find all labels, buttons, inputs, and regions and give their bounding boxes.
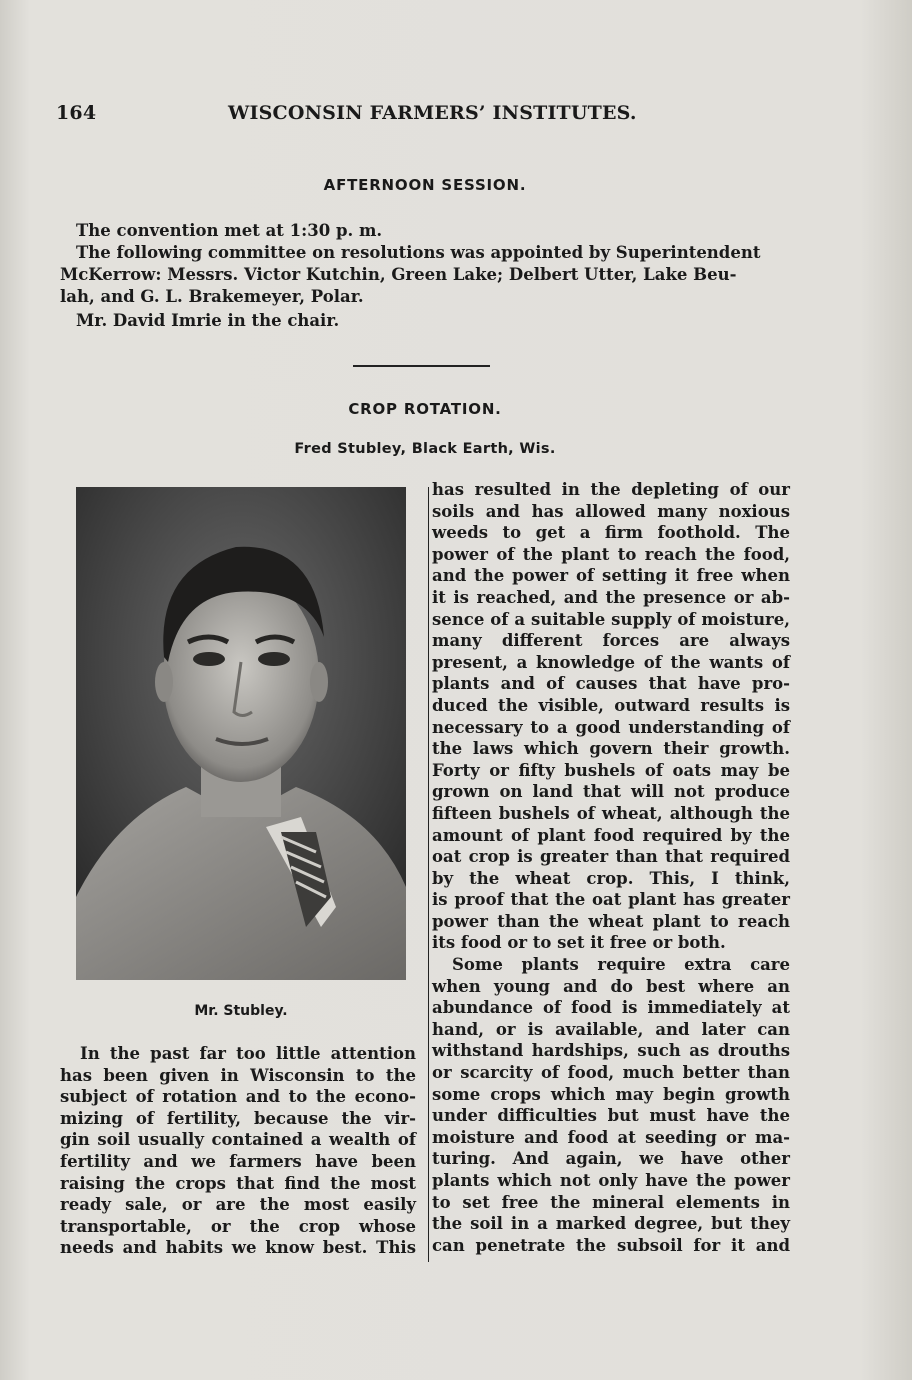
left-column-text [60,1043,416,1259]
text-line: power than the wheat plant to reach [432,911,790,931]
text-line: mizing of fertility, because the vir- [60,1108,416,1128]
right-column-text [432,479,790,1256]
portrait-caption: Mr. Stubley. [194,1003,288,1019]
convention-met-line: The convention met at 1:30 p. m. [76,221,383,240]
committee-line-3: lah, and G. L. Brakemeyer, Polar. [60,287,364,306]
text-line: its food or to set it free or both. [432,933,726,953]
text-line: has been given in Wisconsin to the [60,1065,416,1085]
committee-line-1: The following committee on resolutions was appointed by Superintendent [76,243,761,262]
text-line: it is reached, and the presence or ab- [432,587,790,607]
text-line: hand, or is available, and later can [432,1019,790,1039]
section-divider [353,365,490,367]
text-line: transportable, or the crop whose [60,1216,416,1236]
text-line: duced the visible, outward results is [432,695,790,715]
text-line: has resulted in the depleting of our [432,480,790,499]
article-byline: Fred Stubley, Black Earth, Wis. [294,441,556,457]
page-header [56,102,786,132]
text-line: turing. And again, we have other [432,1149,790,1169]
text-line: many different forces are always [432,631,790,651]
text-line: sence of a suitable supply of moisture, [432,609,790,629]
text-line: present, a knowledge of the wants of [432,652,790,672]
text-line: oat crop is greater than that required [432,847,790,867]
chair-line: Mr. David Imrie in the chair. [76,311,340,330]
text-line: to set free the mineral elements in [432,1192,790,1212]
author-portrait [76,487,406,980]
text-line: Forty or fifty bushels of oats may be [432,760,790,780]
text-line: can penetrate the subsoil for it and [432,1235,790,1255]
text-line: fifteen bushels of wheat, although the [432,803,790,823]
text-line: grown on land that will not produce [432,782,790,802]
text-line: when young and do best where an [432,976,790,996]
text-line: ready sale, or are the most easily [60,1195,416,1215]
afternoon-session-heading: AFTERNOON SESSION. [323,176,527,194]
column-divider [428,487,429,1262]
text-line: plants and of causes that have pro- [432,674,790,694]
text-line: needs and habits we know best. This [60,1238,416,1258]
text-line: under difficulties but must have the [432,1106,790,1126]
text-line: or scarcity of food, much better than [432,1063,790,1083]
text-line: is proof that the oat plant has greater [432,890,790,910]
article-title: CROP ROTATION. [348,400,502,418]
text-line: power of the plant to reach the food, [432,544,790,564]
text-line: the soil in a marked degree, but they [432,1214,790,1234]
text-line: by the wheat crop. This, I think, [432,868,790,888]
text-line: the laws which govern their growth. [432,739,790,759]
text-line: and the power of setting it free when [432,566,790,586]
text-line: gin soil usually contained a wealth of [60,1130,416,1150]
text-line: raising the crops that find the most [60,1173,416,1193]
committee-line-2: McKerrow: Messrs. Victor Kutchin, Green Lake; Delbert Utter, Lake Beu- [60,265,737,284]
text-line: weeds to get a firm foothold. The [432,523,790,543]
text-line: necessary to a good understanding of [432,717,790,737]
text-line: soils and has allowed many noxious [432,501,790,521]
text-line: plants which not only have the power [432,1171,790,1190]
text-line: Some plants require extra care [452,955,790,975]
text-line: In the past far too little attention [80,1044,416,1063]
text-line: subject of rotation and to the econo- [60,1087,416,1107]
text-line: some crops which may begin growth [432,1084,790,1104]
text-line: moisture and food at seeding or ma- [432,1127,790,1147]
text-line: fertility and we farmers have been [60,1151,416,1171]
text-line: withstand hardships, such as drouths [432,1041,790,1061]
text-line: amount of plant food required by the [432,825,790,845]
page-number: 164 [56,102,97,124]
running-title: WISCONSIN FARMERS’ INSTITUTES. [228,102,637,124]
text-line: abundance of food is immediately at [432,998,790,1018]
